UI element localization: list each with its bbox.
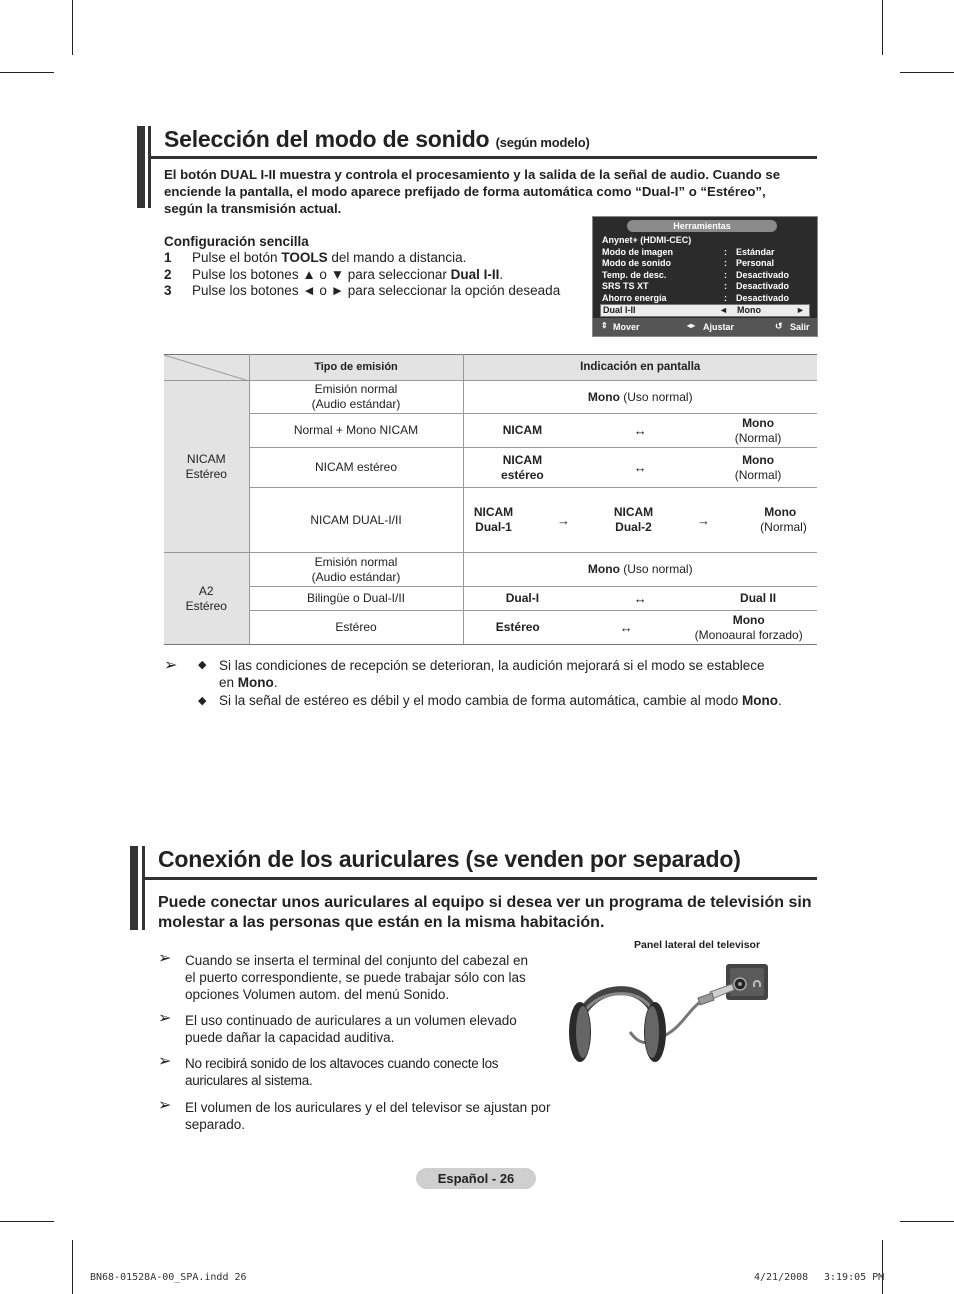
table-row: NICAM DUAL-I/II NICAM Dual-1 → NICAM Dual-2 → Mono (Normal) [164, 488, 817, 553]
right-arrow-icon: → [557, 512, 570, 528]
header-type: Tipo de emisión [249, 355, 463, 381]
group-nicam: NICAM Estéreo [164, 381, 249, 553]
note-text: No recibirá sonido de los altavoces cuando conecte los auriculares al sistema. [185, 1056, 499, 1088]
crop-mark [72, 0, 73, 55]
section-bar [130, 846, 138, 930]
note-text: Si la señal de estéreo es débil y el modo cambia de forma automática, cambie al modo Mono. [219, 693, 782, 708]
return-icon: ↺ [775, 321, 783, 331]
up-down-icon: ⇕ [601, 321, 608, 330]
headphones-illustration [560, 962, 780, 1072]
config-heading: Configuración sencilla [164, 234, 309, 249]
bidirectional-arrow-icon: ↔ [633, 591, 647, 606]
right-arrow-icon: ► [796, 305, 805, 315]
table-row: A2 Estéreo Emisión normal (Audio estándar) Mono (Uso normal) [164, 553, 817, 587]
right-arrow-icon: → [697, 512, 710, 528]
bullet-icon: ◆ [198, 695, 207, 707]
step-3: 3 Pulse los botones ◄ o ► para seleccionar la opción deseada [164, 283, 561, 298]
step-2: 2 Pulse los botones ▲ o ▼ para seleccionar Dual I-II. [164, 267, 504, 282]
menu-title: Herramientas [627, 220, 777, 232]
broadcast-type-table [164, 354, 817, 645]
print-date: 4/21/2008 [754, 1272, 809, 1283]
table-header-row [164, 355, 817, 381]
section-rule [151, 156, 817, 159]
crop-mark [882, 1240, 883, 1294]
page-number-badge: Español - 26 [416, 1168, 536, 1189]
tools-menu-screenshot [592, 216, 818, 337]
crop-mark [882, 0, 883, 55]
crop-mark [900, 72, 954, 73]
crop-mark [0, 1221, 54, 1222]
bidirectional-arrow-icon: ↔ [633, 460, 647, 475]
note-text: Cuando se inserta el terminal del conjunto del cabezal en el puerto correspondiente, se puede trabajar sólo con las opciones Volumen autom. del menú Sonido. [185, 953, 528, 1002]
table-corner [164, 355, 249, 381]
print-file-info: BN68-01528A-00_SPA.indd 26 [90, 1272, 247, 1283]
table-row: NICAM estéreo NICAM estéreo ↔ Mono (Normal) [164, 448, 817, 488]
panel-label: Panel lateral del televisor [634, 939, 761, 951]
step-1: 1 Pulse el botón TOOLS del mando a distancia. [164, 250, 467, 265]
menu-row-selected: Dual I-II ◄ Mono ► [600, 304, 810, 317]
section-bar [137, 126, 145, 208]
menu-row: Temp. de desc. : Desactivado [602, 270, 790, 280]
section-title: Selección del modo de sonido (según modelo) [164, 126, 590, 152]
menu-row: SRS TS XT : Desactivado [602, 281, 790, 291]
section-bar [142, 846, 145, 930]
menu-footer: ⇕ Mover ◂▸ Ajustar ↺ Salir [593, 318, 817, 336]
note-text: Si las condiciones de recepción se deterioran, la audición mejorará si el modo se establece en Mono. [219, 658, 765, 690]
menu-row: Anynet+ (HDMI-CEC) [602, 235, 692, 245]
crop-mark [900, 1221, 954, 1222]
table-row: Normal + Mono NICAM NICAM ↔ Mono (Normal) [164, 414, 817, 448]
note-text: El volumen de los auriculares y el del televisor se ajustan por separado. [185, 1100, 551, 1132]
section-title: Conexión de los auriculares (se venden por separado) [158, 846, 741, 872]
menu-row: Ahorro energía : Desactivado [602, 293, 790, 303]
table-row: Estéreo Estéreo ↔ Mono (Monoaural forzado) [164, 611, 817, 645]
crop-mark [0, 72, 54, 73]
section-rule [145, 877, 817, 880]
group-a2: A2 Estéreo [164, 553, 249, 645]
note-pointer-icon: ➢ [164, 657, 178, 674]
bullet-icon: ◆ [198, 659, 207, 671]
left-arrow-icon: ◄ [719, 305, 728, 315]
bidirectional-arrow-icon: ↔ [619, 620, 633, 635]
menu-row: Modo de imagen : Estándar [602, 247, 775, 257]
note-pointer-icon: ➢ [158, 1053, 172, 1070]
section-intro: El botón DUAL I-II muestra y controla el procesamiento y la salida de la señal de audio. Cuando se enciende la pantalla, el modo aparece prefijado de forma automática como “Dual-I” o “Estéreo”, según la transmisión actual. [164, 167, 781, 216]
bidirectional-arrow-icon: ↔ [633, 423, 647, 438]
note-pointer-icon: ➢ [158, 1097, 172, 1114]
header-display: Indicación en pantalla [463, 355, 817, 381]
note-text: El uso continuado de auriculares a un volumen elevado puede dañar la capacidad auditiva. [185, 1013, 517, 1045]
section-intro: Puede conectar unos auriculares al equipo si desea ver un programa de televisión sin molestar a las personas que están en la misma habitación. [158, 894, 812, 931]
menu-row: Modo de sonido : Personal [602, 258, 775, 268]
note-pointer-icon: ➢ [158, 1010, 172, 1027]
left-right-icon: ◂▸ [687, 321, 696, 330]
table-row: NICAM Estéreo Emisión normal (Audio estándar) Mono (Uso normal) [164, 381, 817, 414]
crop-mark [72, 1240, 73, 1294]
table-row: Bilingüe o Dual-I/II Dual-I ↔ Dual II [164, 587, 817, 611]
note-pointer-icon: ➢ [158, 950, 172, 967]
print-time: 3:19:05 PM [824, 1272, 885, 1283]
section-bar [148, 126, 151, 208]
